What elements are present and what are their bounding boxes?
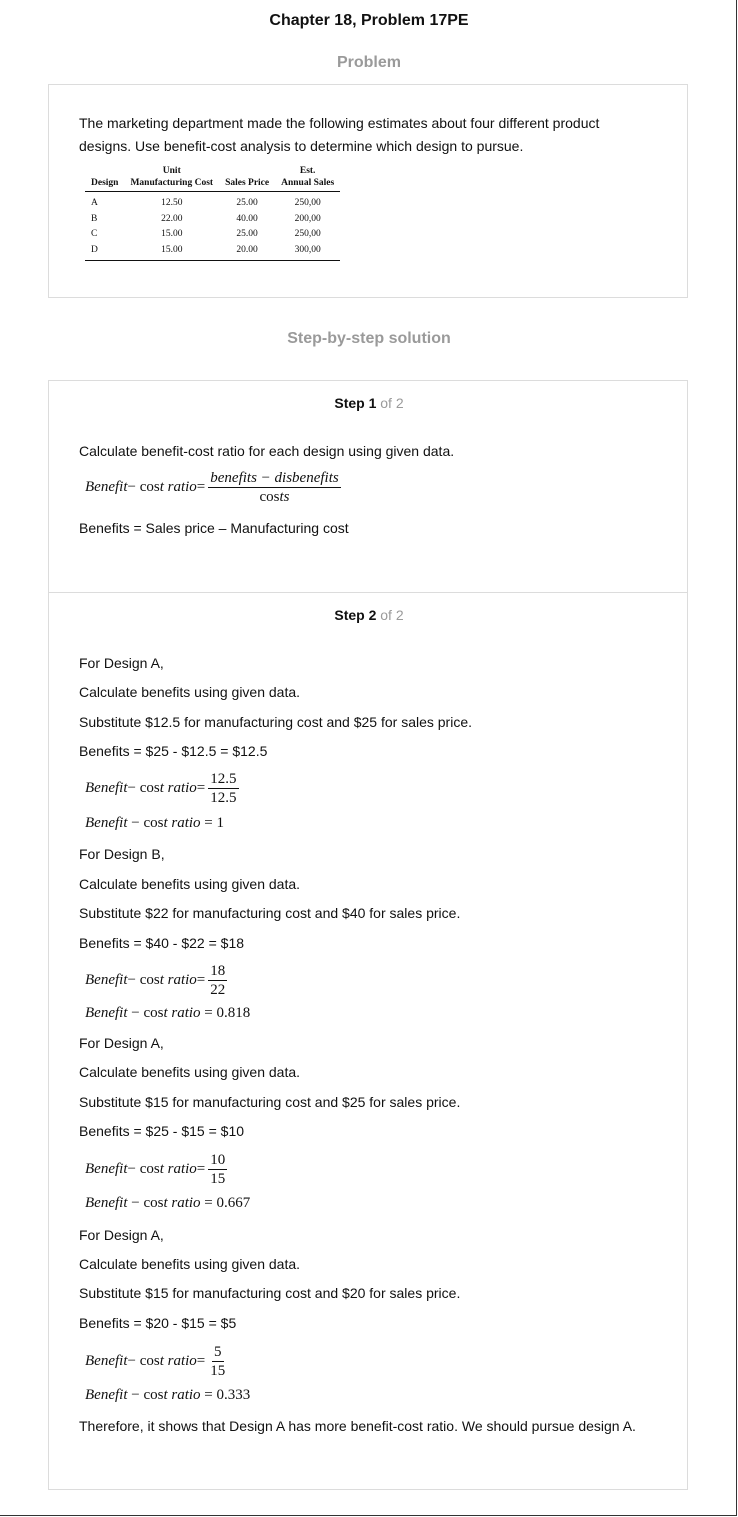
block-3-ratio-result: Benefit − cost ratio = 0.667 <box>85 1195 251 1211</box>
header-unit-bottom: Manufacturing Cost <box>124 177 219 192</box>
block-2-substitute: Substitute $22 for manufacturing cost and $40 for sales price. <box>79 905 461 921</box>
block-2-ratio-result: Benefit − cost ratio = 0.818 <box>85 1005 251 1021</box>
block-2-benefits: Benefits = $40 - $22 = $18 <box>79 935 245 951</box>
block-2-calc: Calculate benefits using given data. <box>79 876 301 892</box>
table-row: C 15.00 25.00 250,00 <box>91 229 321 239</box>
block-3-benefits: Benefits = $25 - $15 = $10 <box>79 1123 245 1139</box>
block-4-benefits: Benefits = $20 - $15 = $5 <box>79 1315 237 1331</box>
problem-box <box>48 84 688 298</box>
formula-fraction: $\frac{\text{benefits − disbenefits}}{\text{costs}}$ <box>210 470 339 505</box>
block-3-ratio-equation: Benefit − cos t ratio = $\frac{10}{15}$ <box>85 1152 226 1187</box>
block-3-calc: Calculate benefits using given data. <box>79 1064 301 1080</box>
block-1-ratio-equation: Benefit − cos t ratio = $\frac{12.5}{12.5}$ <box>85 771 237 806</box>
page-title: Chapter 18, Problem 17PE <box>269 12 469 29</box>
benefit-cost-formula: Benefit − cos t ratio = $\frac{\text{benefits − disbenefits}}{\text{costs}}$ <box>85 470 339 505</box>
solution-box <box>48 380 688 1490</box>
block-1-substitute: Substitute $12.5 for manufacturing cost and $25 for sales price. <box>79 714 473 730</box>
block-2-ratio-equation: Benefit − cos t ratio = $\frac{18}{22}$ <box>85 963 226 998</box>
block-1-calc: Calculate benefits using given data. <box>79 684 301 700</box>
problem-text-line-1: The marketing department made the following estimates about four different product <box>79 115 600 131</box>
problem-data-table <box>85 165 340 261</box>
table-row: A 12.50 25.00 250,00 <box>91 198 321 208</box>
block-4-substitute: Substitute $15 for manufacturing cost and $20 for sales price. <box>79 1285 461 1301</box>
problem-text-line-2: designs. Use benefit-cost analysis to determine which design to pursue. <box>79 138 524 154</box>
conclusion-text: Therefore, it shows that Design A has more benefit-cost ratio. We should pursue design A. <box>79 1418 636 1434</box>
table-row: D 15.00 20.00 300,00 <box>85 243 340 261</box>
step-1-intro: Calculate benefit-cost ratio for each design using given data. <box>79 443 455 459</box>
header-design: Design <box>85 177 124 192</box>
step-1-benefits-definition: Benefits = Sales price – Manufacturing cost <box>79 520 349 536</box>
step-divider <box>49 592 687 593</box>
block-4-heading: For Design A, <box>79 1227 164 1243</box>
block-3-heading: For Design A, <box>79 1035 164 1051</box>
step-1-heading: Step 1 of 2 <box>334 395 404 411</box>
block-2-heading: For Design B, <box>79 846 165 862</box>
block-1-ratio-result: Benefit − cost ratio = 1 <box>85 815 225 831</box>
block-4-ratio-equation: Benefit − cos t ratio = $\frac{5}{15}$ <box>85 1344 226 1379</box>
block-1-heading: For Design A, <box>79 655 164 671</box>
block-3-substitute: Substitute $15 for manufacturing cost and $25 for sales price. <box>79 1094 461 1110</box>
block-4-calc: Calculate benefits using given data. <box>79 1256 301 1272</box>
block-1-benefits: Benefits = $25 - $12.5 = $12.5 <box>79 743 268 759</box>
solution-heading: Step-by-step solution <box>287 330 451 347</box>
header-unit-top: Unit <box>162 166 181 176</box>
table-row: B 22.00 40.00 200,00 <box>91 213 321 224</box>
header-est-top: Est. <box>299 166 316 176</box>
header-sales-price: Sales Price <box>219 177 275 192</box>
problem-heading: Problem <box>336 54 401 71</box>
block-4-ratio-result: Benefit − cost ratio = 0.333 <box>85 1387 251 1403</box>
header-est-bottom: Annual Sales <box>275 177 340 192</box>
step-2-heading: Step 2 of 2 <box>334 607 404 623</box>
